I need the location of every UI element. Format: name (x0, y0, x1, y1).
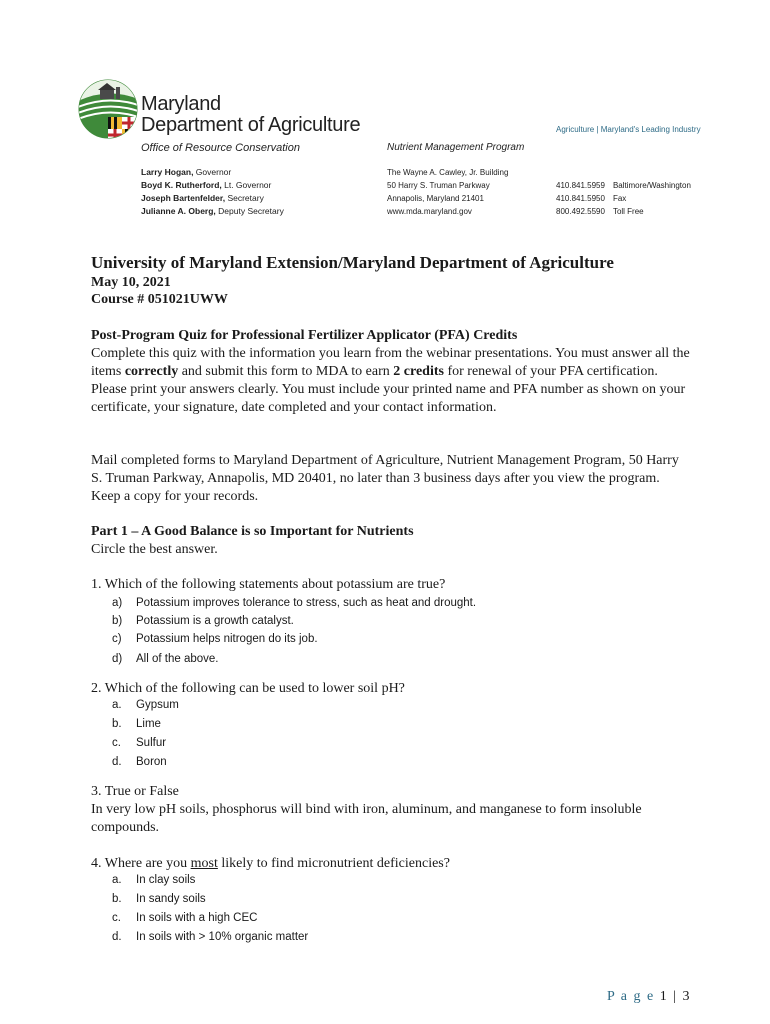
document-title: University of Maryland Extension/Maryland Department of Agriculture (91, 253, 614, 272)
mda-logo (78, 79, 138, 139)
question-3 (91, 783, 691, 837)
phone-label: Toll Free (612, 207, 644, 216)
phone-label: Baltimore/Washington (612, 181, 691, 190)
address-line: 50 Harry S. Truman Parkway (387, 181, 490, 190)
page-footer (607, 989, 691, 1005)
website-link[interactable]: www.mda.maryland.gov (387, 207, 472, 216)
intro-paragraph: Complete this quiz with the information you learn from the webinar presentations. You must answer all the items correctly and submit this form to MDA to earn 2 credits for renewal of your PFA certification. Please print your answers clearly. You must include your printed name and PFA number as shown on your certificate, your signature, date completed and your contact information. (91, 346, 690, 415)
quiz-heading: Post-Program Quiz for Professional Fertilizer Applicator (PFA) Credits (91, 328, 518, 343)
part1-heading: Part 1 – A Good Balance is so Important for Nutrients (91, 524, 414, 539)
question-3-title: 3. True or False (91, 784, 179, 799)
question-3-statement: In very low pH soils, phosphorus will bind with iron, aluminum, and manganese to form insoluble compounds. (91, 802, 642, 835)
page-number: 1 | 3 (659, 989, 691, 1004)
question-2: 2. Which of the following can be used to lower soil pH? (91, 681, 405, 696)
address-block (387, 166, 508, 218)
phone-number: 800.492.5590 (556, 207, 605, 216)
program-name: Nutrient Management Program (387, 142, 525, 153)
officials-list (141, 166, 284, 218)
phone-number: 410.841.5950 (556, 194, 605, 203)
office-name: Office of Resource Conservation (141, 142, 300, 154)
document-date: May 10, 2021 (91, 275, 171, 290)
official-entry: Larry Hogan, Governor (141, 167, 232, 177)
part1-instructions: Circle the best answer. (91, 542, 218, 557)
official-entry: Joseph Bartenfelder, Secretary (141, 193, 264, 203)
phone-number: 410.841.5959 (556, 181, 605, 190)
address-line: The Wayne A. Cawley, Jr. Building (387, 168, 509, 177)
phone-label: Fax (612, 194, 627, 203)
part1-section (91, 523, 691, 559)
question-4: 4. Where are you most likely to find micronutrient deficiencies? (91, 856, 450, 871)
mail-paragraph: Mail completed forms to Maryland Department of Agriculture, Nutrient Management Program, 50 Harry S. Truman Parkway, Annapolis, MD 20401, no later than 3 business days after you view the program. Keep a copy for your records. (91, 453, 679, 504)
address-line: Annapolis, Maryland 21401 (387, 194, 484, 203)
quiz-intro (91, 327, 691, 417)
course-number: Course # 051021UWW (91, 292, 228, 307)
official-entry: Julianne A. Oberg, Deputy Secretary (141, 206, 284, 216)
page-word: P a g e (606, 989, 655, 1004)
org-name-line2: Department of Agriculture (141, 114, 361, 136)
phone-block (556, 179, 699, 218)
org-name-line1: Maryland (141, 93, 221, 115)
question-1: 1. Which of the following statements about potassium are true? (91, 577, 446, 592)
official-entry: Boyd K. Rutherford, Lt. Governor (141, 180, 272, 190)
tagline: Agriculture | Maryland's Leading Industry (556, 125, 701, 134)
